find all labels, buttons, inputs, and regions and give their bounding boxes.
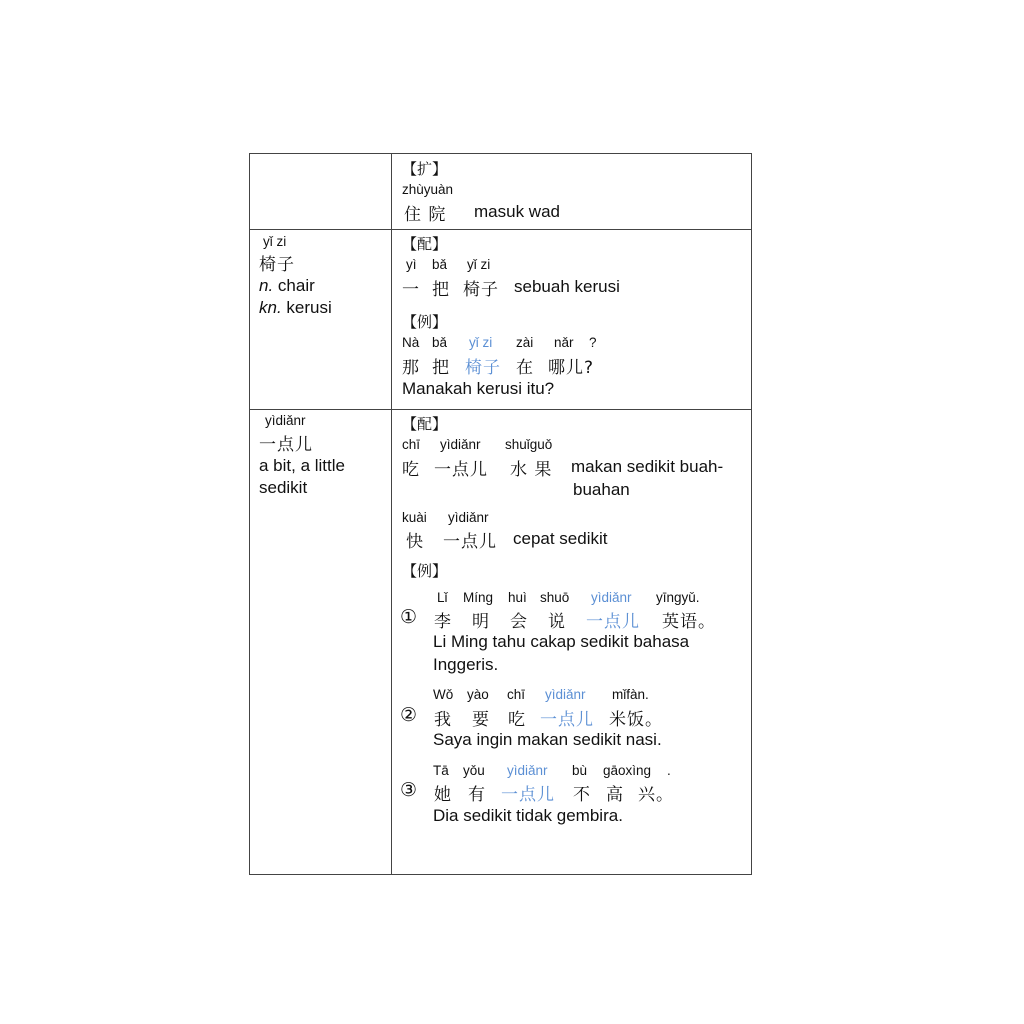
pinyin-word: bù xyxy=(572,763,588,778)
hanzi-word: 那 xyxy=(402,358,420,378)
hanzi-word-highlight: 椅子 xyxy=(465,358,501,378)
hanzi-word: 她 xyxy=(434,785,452,805)
pinyin-word-highlight: yìdiǎnr xyxy=(545,687,586,702)
pinyin-word: Wǒ xyxy=(433,687,454,702)
pinyin-word: yì xyxy=(406,257,417,272)
collocation-tag: 【配】 xyxy=(402,235,448,253)
hanzi-word: 高 xyxy=(606,785,624,805)
expand-tag: 【扩】 xyxy=(402,160,448,178)
hanzi-word: 米饭。 xyxy=(609,710,663,730)
example-meaning: Manakah kerusi itu? xyxy=(402,379,555,398)
collocation-meaning-cont: buahan xyxy=(573,480,630,499)
pinyin-word: yìdiǎnr xyxy=(448,510,489,525)
pinyin-word: shuō xyxy=(540,590,570,605)
table-row xyxy=(250,154,752,230)
collocation-meaning: cepat sedikit xyxy=(513,529,608,548)
pinyin-word-highlight: yǐ zi xyxy=(469,335,493,350)
hanzi-word: 水 果 xyxy=(510,460,553,480)
pinyin-word: . xyxy=(667,763,671,778)
hanzi-word: 吃 xyxy=(402,460,420,480)
table-row xyxy=(250,410,752,875)
entry-definition-en: n. chair xyxy=(259,276,315,295)
pinyin-word: chī xyxy=(507,687,526,702)
hanzi-word: 把 xyxy=(432,280,450,300)
example-meaning: Dia sedikit tidak gembira. xyxy=(433,806,623,825)
table-row xyxy=(250,230,752,410)
pinyin-word: nǎr xyxy=(554,335,574,350)
entry-cell xyxy=(250,230,392,410)
entry-definition-en: a bit, a little xyxy=(259,456,345,475)
hanzi-word: 一 xyxy=(402,280,420,300)
pinyin-word: mǐfàn. xyxy=(612,687,649,702)
hanzi-word: 我 xyxy=(434,710,452,730)
example-number: ① xyxy=(400,606,418,628)
entry-pinyin: yìdiǎnr xyxy=(265,413,306,428)
hanzi-word: 明 xyxy=(472,612,490,632)
hanzi-word: 快 xyxy=(406,532,424,552)
pinyin-word-highlight: yìdiǎnr xyxy=(591,590,632,605)
example-tag: 【例】 xyxy=(402,562,448,580)
entry-definition-ms: kn. kerusi xyxy=(259,298,332,317)
hanzi-word: 有 xyxy=(468,785,486,805)
example-cell xyxy=(392,230,752,410)
example-number: ② xyxy=(400,704,418,726)
collocation-meaning: makan sedikit buah- xyxy=(571,457,724,476)
pinyin-word: zài xyxy=(516,335,534,350)
example-meaning: Saya ingin makan sedikit nasi. xyxy=(433,730,662,749)
vocabulary-table xyxy=(249,153,752,875)
pinyin-word: yǒu xyxy=(463,763,485,778)
example-cell xyxy=(392,154,752,230)
hanzi-word: 一点儿 xyxy=(443,532,497,552)
collocation-tag: 【配】 xyxy=(402,415,448,433)
pinyin-word: bǎ xyxy=(432,335,448,350)
hanzi-word: 哪儿? xyxy=(548,358,595,378)
pinyin-word: yīngyǔ. xyxy=(656,590,700,605)
hanzi-word: 会 xyxy=(510,612,528,632)
hanzi-word: 把 xyxy=(432,358,450,378)
hanzi-word: 在 xyxy=(516,358,534,378)
hanzi-word: 要 xyxy=(472,710,490,730)
entry-cell-empty xyxy=(250,154,392,230)
pinyin-word: yǐ zi xyxy=(467,257,491,272)
hanzi-word: 不 xyxy=(573,785,591,805)
pinyin-word: shuǐguǒ xyxy=(505,437,553,452)
entry-cell xyxy=(250,410,392,875)
pinyin-word: Lǐ xyxy=(437,590,448,605)
hanzi-word-highlight: 一点儿 xyxy=(540,710,594,730)
example-meaning-cont: Inggeris. xyxy=(433,655,499,674)
entry-definition-ms: sedikit xyxy=(259,478,308,497)
collocation-meaning: sebuah kerusi xyxy=(514,277,620,296)
hanzi-word-highlight: 一点儿 xyxy=(586,612,640,632)
hanzi-word: 吃 xyxy=(508,710,526,730)
hanzi-word: 说 xyxy=(548,612,566,632)
hanzi-word: 椅子 xyxy=(463,280,499,300)
pinyin-word: bǎ xyxy=(432,257,448,272)
pinyin-word: Nà xyxy=(402,335,420,350)
pinyin-word: huì xyxy=(508,590,527,605)
hanzi-word: 英语。 xyxy=(662,612,716,632)
pinyin-word: Tā xyxy=(433,763,449,778)
pinyin-word: chī xyxy=(402,437,421,452)
hanzi-word: 兴。 xyxy=(638,785,674,805)
hanzi-phrase: 住 院 xyxy=(404,205,447,225)
example-tag: 【例】 xyxy=(402,313,448,331)
example-number: ③ xyxy=(400,779,418,801)
pinyin-word: ? xyxy=(589,335,597,350)
pinyin-line: zhùyuàn xyxy=(402,182,454,197)
pinyin-word-highlight: yìdiǎnr xyxy=(507,763,548,778)
hanzi-word: 李 xyxy=(434,612,452,632)
pinyin-word: kuài xyxy=(402,510,427,525)
pinyin-word: yào xyxy=(467,687,489,702)
example-meaning: Li Ming tahu cakap sedikit bahasa xyxy=(433,632,690,651)
pinyin-word: Míng xyxy=(463,590,494,605)
entry-pinyin: yǐ zi xyxy=(263,234,287,249)
phrase-meaning: masuk wad xyxy=(474,202,560,221)
pinyin-word: gāoxìng xyxy=(603,763,652,778)
entry-hanzi: 一点儿 xyxy=(259,435,313,455)
pinyin-word: yìdiǎnr xyxy=(440,437,481,452)
hanzi-word-highlight: 一点儿 xyxy=(501,785,555,805)
hanzi-word: 一点儿 xyxy=(434,460,488,480)
entry-hanzi: 椅子 xyxy=(259,255,295,275)
example-cell xyxy=(392,410,752,875)
